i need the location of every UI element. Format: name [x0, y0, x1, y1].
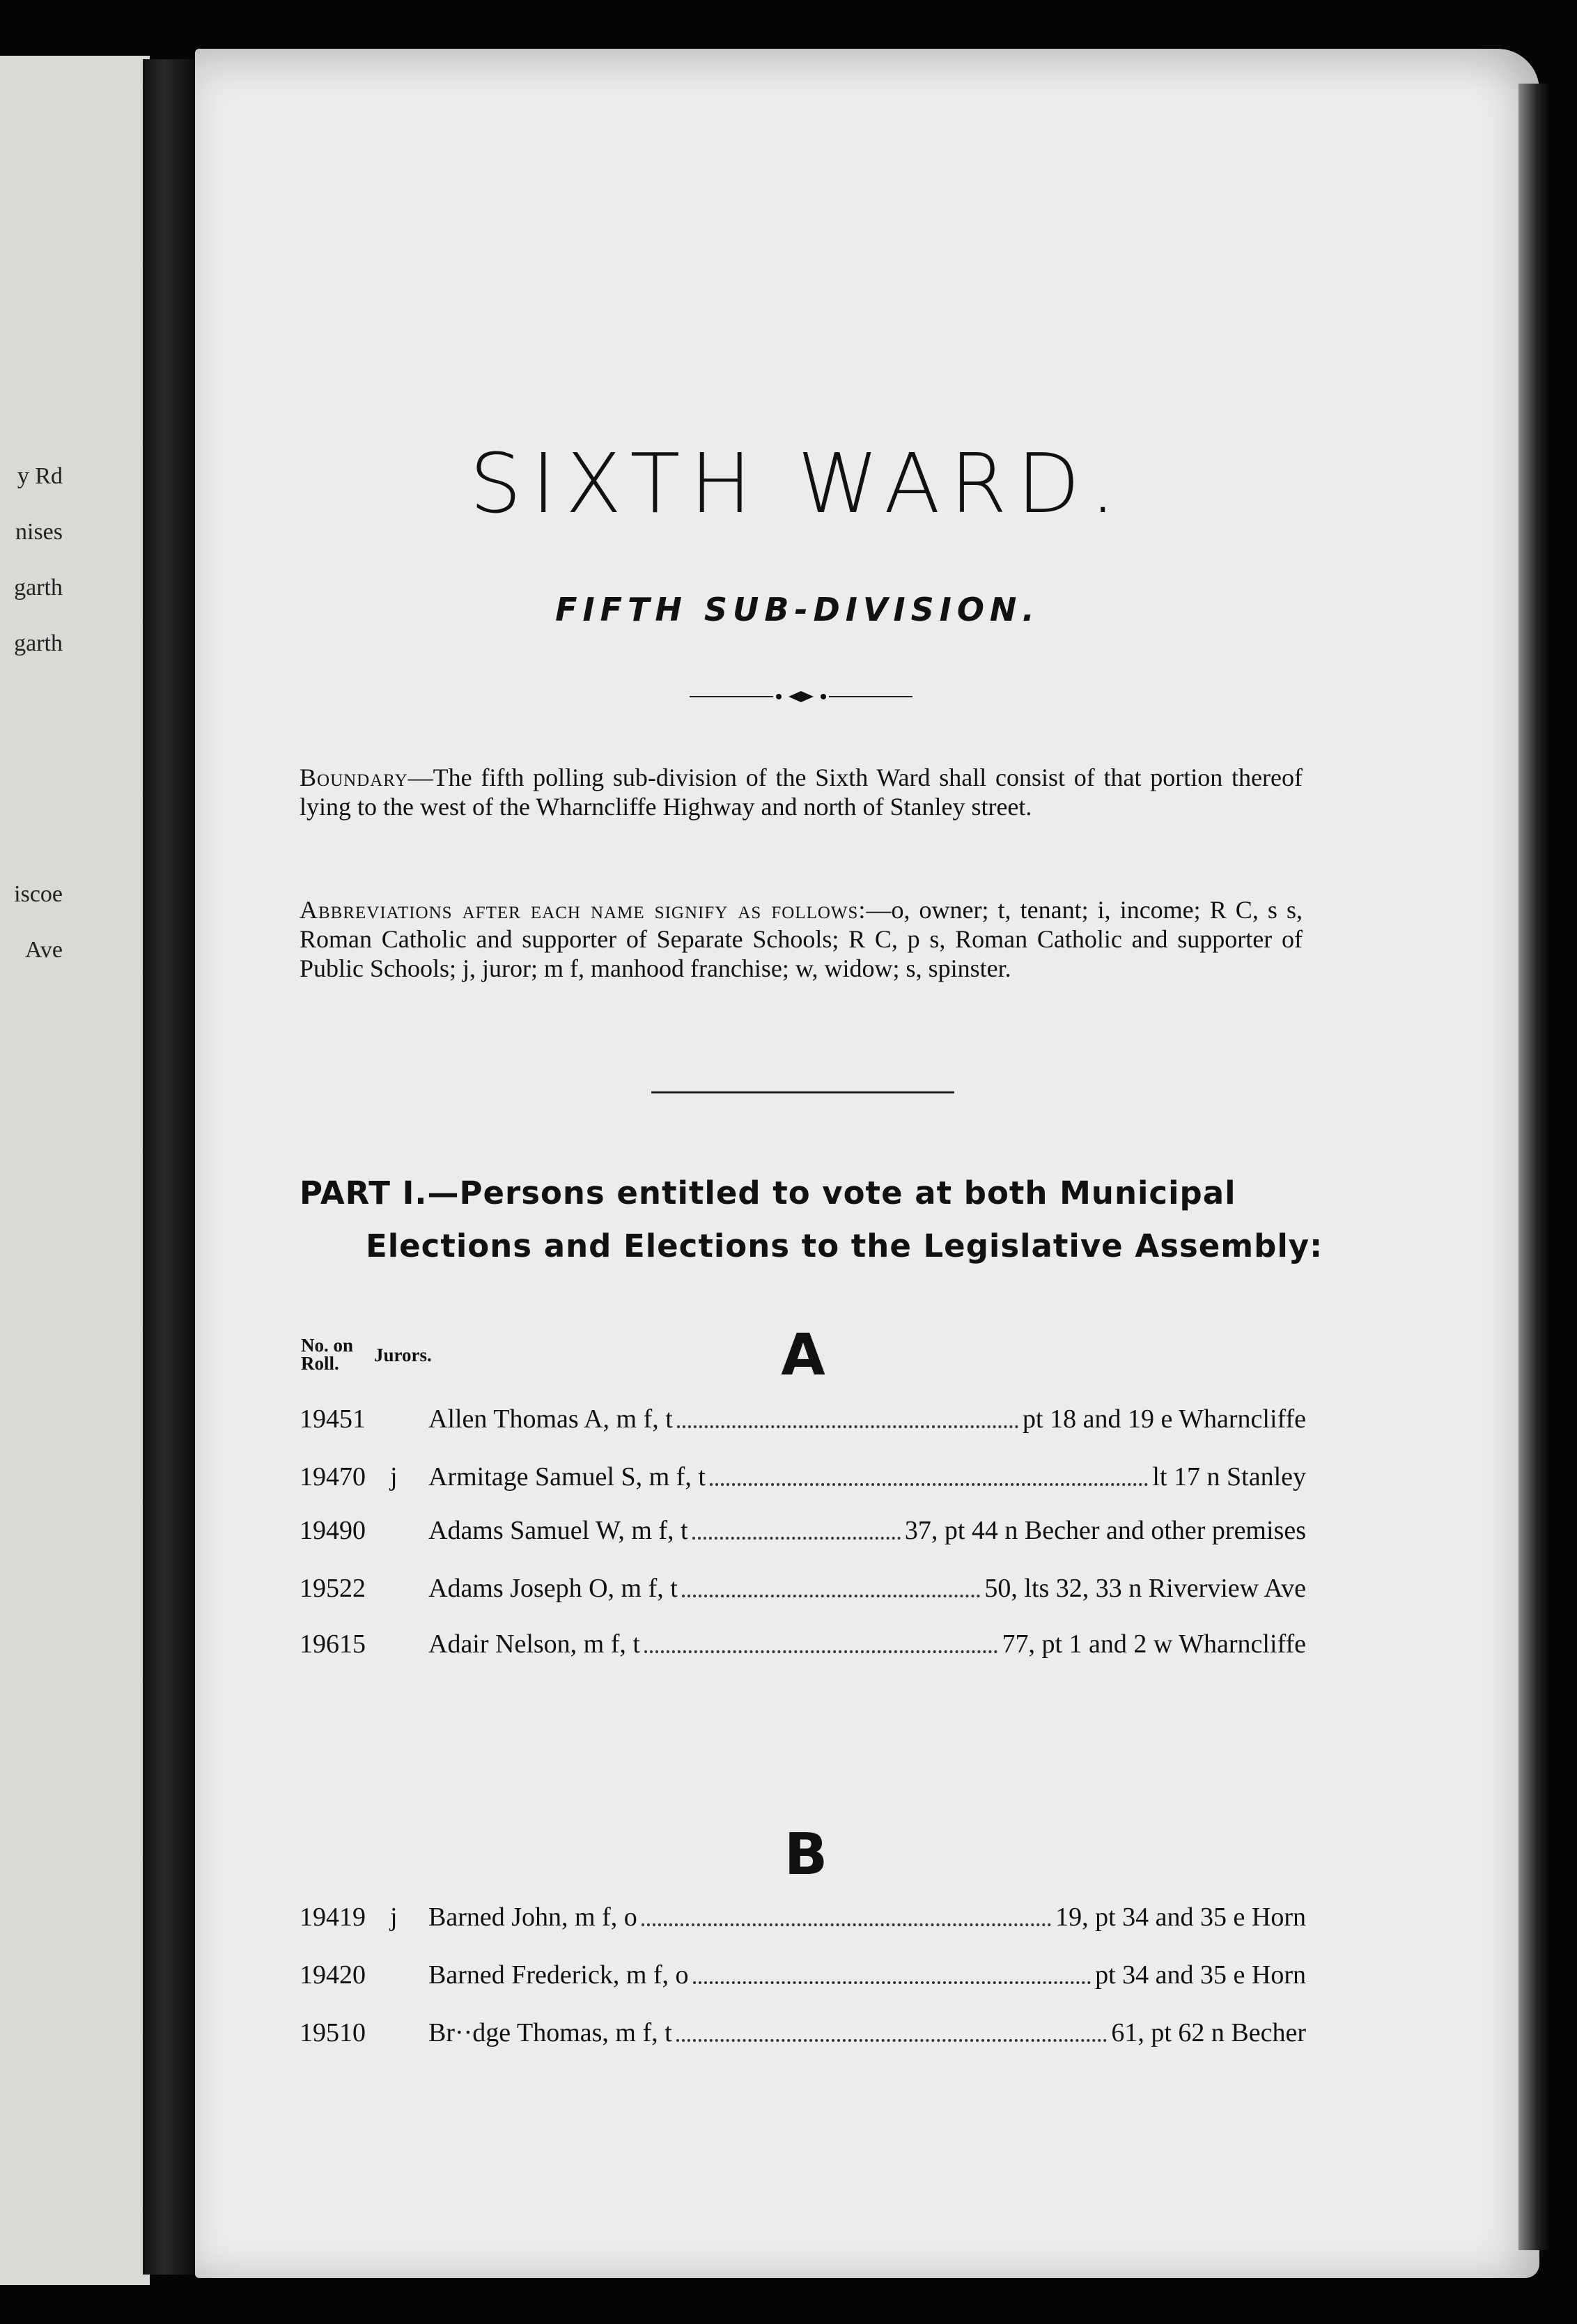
right-page — [195, 49, 1539, 2278]
voter-name: Barned Frederick, m f, o — [428, 1960, 689, 1990]
ward-title: SIXTH WARD. — [469, 435, 1126, 532]
section-rule — [651, 1090, 954, 1094]
voter-property: lt 17 n Stanley — [1152, 1462, 1306, 1492]
dot-leader — [682, 1574, 981, 1597]
voter-name: Armitage Samuel S, m f, t — [428, 1462, 706, 1492]
voter-name: Br··dge Thomas, m f, t — [428, 2018, 672, 2047]
voter-row — [300, 1571, 1306, 1606]
roll-number: 19522 — [300, 1574, 366, 1603]
roll-number: 19470 — [300, 1462, 366, 1492]
voter-property: 61, pt 62 n Becher — [1111, 2018, 1306, 2047]
juror-mark: j — [390, 1462, 398, 1492]
roll-number: 19451 — [300, 1404, 366, 1434]
abbreviations-lead: Abbreviations after each name signify as follows: — [300, 896, 867, 924]
voter-row — [300, 1402, 1306, 1436]
roll-number: 19615 — [300, 1629, 366, 1659]
voter-property: pt 18 and 19 e Wharncliffe — [1023, 1404, 1306, 1434]
abbreviations-text: —o, owner; t, tenant; i, income; R C, s s, Roman Catholic and supporter of Separate Schools; R C, p s, Roman Catholic and supporter of Public Schools; j, juror; m f, manhood franchise; w, widow; s, spinster. — [300, 896, 1303, 982]
roll-header-top: No. on — [301, 1335, 354, 1356]
left-page-fragment: nises — [15, 519, 63, 545]
subdivision-title: FIFTH SUB-DIVISION. — [555, 591, 1040, 628]
left-page-fragment: garth — [14, 575, 63, 601]
voter-name: Allen Thomas A, m f, t — [428, 1404, 673, 1434]
dot-leader — [676, 2018, 1108, 2042]
book-spine — [143, 59, 195, 2275]
section-letter: A — [781, 1322, 825, 1388]
juror-mark: j — [390, 1903, 398, 1932]
dot-leader — [642, 1903, 1051, 1926]
voter-row — [300, 1627, 1306, 1661]
left-page-fragment: garth — [14, 630, 63, 656]
left-page-fragment: y Rd — [17, 463, 63, 489]
voter-row — [300, 1900, 1306, 1935]
roll-number: 19420 — [300, 1960, 366, 1990]
section-letter: B — [784, 1822, 828, 1888]
abbreviations-paragraph — [300, 895, 1303, 983]
dot-leader — [644, 1629, 998, 1653]
dot-leader — [710, 1462, 1149, 1486]
ornament-divider — [690, 690, 912, 704]
boundary-text: —The fifth polling sub-division of the Sixth Ward shall consist of that portion thereof lying to the west of the Wharncliffe Highway and north of Stanley street. — [300, 764, 1303, 821]
voter-name: Barned John, m f, o — [428, 1903, 637, 1932]
voter-row — [300, 1958, 1306, 1992]
jurors-header: Jurors. — [374, 1345, 432, 1365]
dot-leader — [692, 1516, 901, 1540]
roll-header-bottom: Roll. — [301, 1353, 339, 1374]
boundary-paragraph — [300, 763, 1303, 821]
column-headers — [301, 1335, 432, 1374]
voter-name: Adams Samuel W, m f, t — [428, 1516, 688, 1545]
dot-leader — [693, 1960, 1092, 1984]
roll-number: 19419 — [300, 1903, 366, 1932]
left-page-fragment: iscoe — [14, 881, 63, 907]
left-page — [0, 56, 150, 2285]
dot-leader — [677, 1404, 1018, 1428]
part-heading: PART I.—Persons entitled to vote at both Municipal Elections and Elections to the Legislative Assembly: — [300, 1175, 1323, 1264]
page-edge-shadow — [1518, 84, 1550, 2250]
left-page-fragment: Ave — [24, 937, 63, 963]
voter-property: 37, pt 44 n Becher and other premises — [904, 1516, 1306, 1545]
voter-row — [300, 2015, 1306, 2050]
roll-number: 19510 — [300, 2018, 366, 2047]
voter-property: 77, pt 1 and 2 w Wharncliffe — [1002, 1629, 1306, 1659]
voter-name: Adair Nelson, m f, t — [428, 1629, 640, 1659]
boundary-lead: Boundary — [300, 764, 408, 791]
voter-row — [300, 1513, 1306, 1548]
roll-number: 19490 — [300, 1516, 366, 1545]
voter-property: 19, pt 34 and 35 e Horn — [1055, 1903, 1306, 1932]
voter-property: pt 34 and 35 e Horn — [1095, 1960, 1306, 1990]
voter-row — [300, 1459, 1306, 1494]
voter-property: 50, lts 32, 33 n Riverview Ave — [984, 1574, 1306, 1603]
voter-name: Adams Joseph O, m f, t — [428, 1574, 678, 1603]
